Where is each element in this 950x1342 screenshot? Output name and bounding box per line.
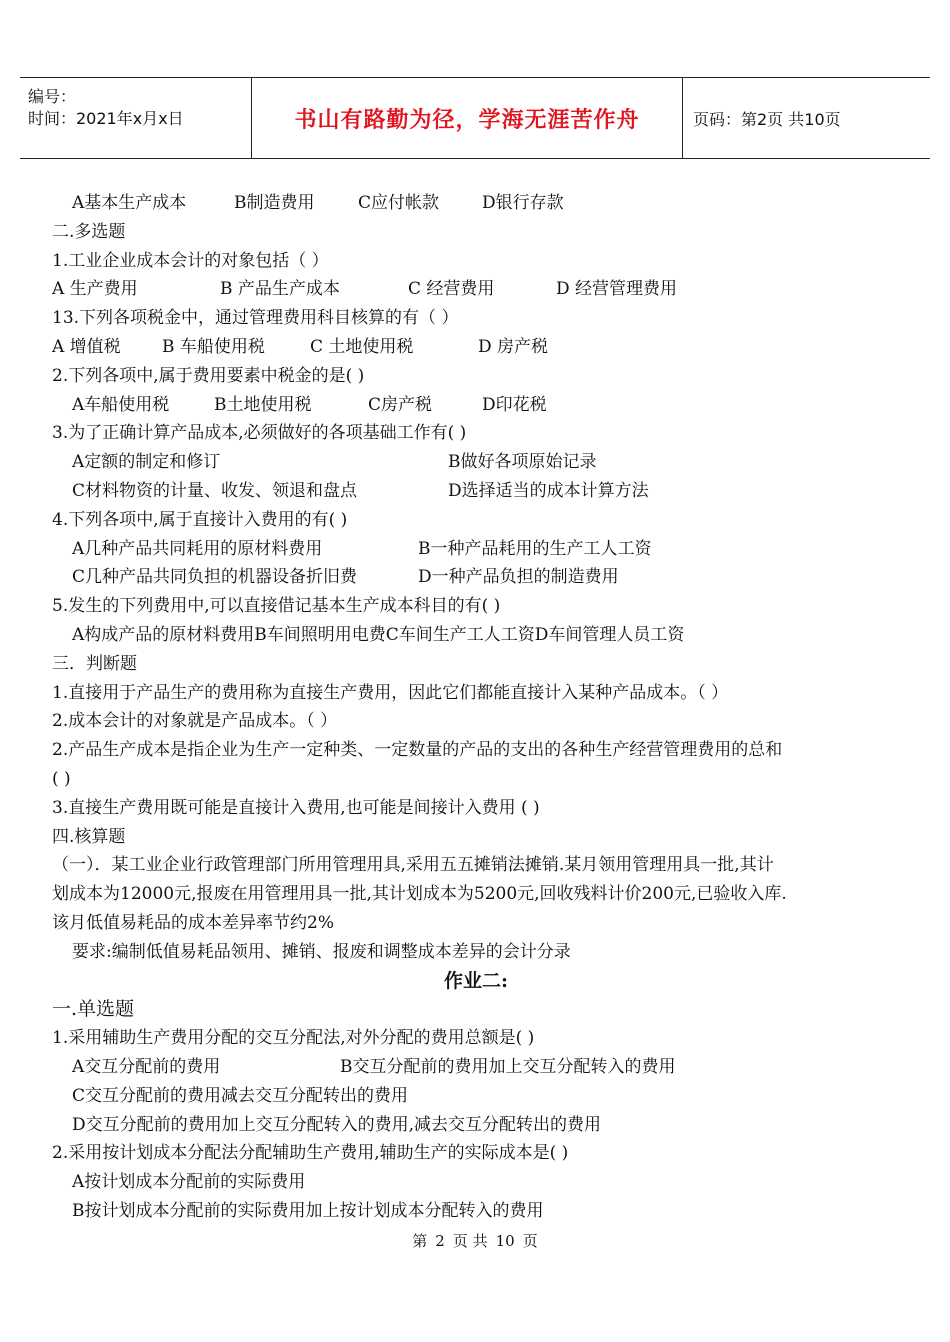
option-item: A定额的制定和修订 — [72, 452, 221, 473]
header-info-cell — [20, 78, 252, 158]
text-line: 三．判断题 — [52, 653, 137, 674]
text-line: 1.采用辅助生产费用分配的交互分配法,对外分配的费用总额是( ) — [52, 1028, 535, 1049]
option-line — [52, 391, 900, 420]
footer-page-number: 2 — [435, 1232, 445, 1250]
text-line: C交互分配前的费用减去交互分配转出的费用 — [72, 1085, 409, 1106]
option-line — [52, 448, 900, 477]
text-line: 2.产品生产成本是指企业为生产一定种类、一定数量的产品的支出的各种生产经营管理费用的总和 — [52, 740, 783, 761]
text-line: 5.发生的下列费用中,可以直接借记基本生产成本科目的有( ) — [52, 596, 501, 617]
text-line: 1.直接用于产品生产的费用称为直接生产费用，因此它们都能直接计入某种产品成本。（ ） — [52, 682, 729, 703]
text-line: 要求:编制低值易耗品领用、摊销、报废和调整成本差异的会计分录 — [72, 941, 571, 962]
text-line: 2.成本会计的对象就是产品成本。（ ） — [52, 711, 338, 732]
option-item: D 经营管理费用 — [556, 279, 678, 300]
section-title: 作业二: — [443, 969, 508, 992]
text-line: 四.核算题 — [52, 826, 126, 847]
option-item: D 房产税 — [478, 336, 549, 357]
option-item: B做好各项原始记录 — [448, 452, 597, 473]
option-item: C材料物资的计量、收发、领退和盘点 — [72, 480, 358, 501]
text-line: ( ) — [52, 768, 71, 789]
text-line: 2.下列各项中,属于费用要素中税金的是( ) — [52, 365, 365, 386]
option-line — [52, 275, 900, 304]
footer-prefix: 第 — [412, 1232, 428, 1250]
text-line: 1.工业企业成本会计的对象包括（ ） — [52, 250, 329, 271]
header-motto: 书山有路勤为径，学海无涯苦作舟 — [294, 107, 640, 133]
text-line: A构成产品的原材料费用B车间照明用电费C车间生产工人工资D车间管理人员工资 — [72, 624, 685, 645]
option-item: D银行存款 — [482, 193, 564, 213]
text-line: 二.多选题 — [52, 221, 126, 242]
text-line: 13.下列各项税金中，通过管理费用科目核算的有（ ） — [52, 308, 459, 329]
option-item: D印花税 — [482, 394, 547, 415]
option-item: B土地使用税 — [214, 394, 312, 415]
text-line: 2.采用按计划成本分配法分配辅助生产费用,辅助生产的实际成本是( ) — [52, 1143, 569, 1164]
option-item: B 产品生产成本 — [220, 279, 340, 300]
header-page-cell — [683, 78, 940, 158]
option-line — [52, 189, 900, 218]
option-item: C 经营费用 — [408, 279, 495, 300]
footer-total-pages: 10 — [495, 1232, 515, 1250]
text-line: 4.下列各项中,属于直接计入费用的有( ) — [52, 509, 348, 530]
text-line: 3.直接生产费用既可能是直接计入费用,也可能是间接计入费用 ( ) — [52, 797, 540, 818]
option-item: D一种产品负担的制造费用 — [418, 567, 619, 588]
option-item: D选择适当的成本计算方法 — [448, 480, 649, 501]
document-body — [52, 189, 900, 1226]
option-item: A 增值税 — [52, 336, 121, 357]
option-item: A 生产费用 — [52, 279, 138, 300]
text-line: 该月低值易耗品的成本差异率节约2% — [52, 912, 334, 933]
text-line: （一）．某工业企业行政管理部门所用管理用具,采用五五摊销法摊销.某月领用管理用具一批,其计 — [52, 855, 774, 876]
page-footer — [0, 1230, 950, 1251]
option-item: B制造费用 — [234, 193, 315, 213]
text-line: B按计划成本分配前的实际费用加上按计划成本分配转入的费用 — [72, 1200, 544, 1221]
option-line — [52, 477, 900, 506]
option-line — [52, 333, 900, 362]
header-motto-cell — [252, 78, 683, 158]
footer-suffix: 页 — [522, 1232, 538, 1250]
option-item: A基本生产成本 — [72, 193, 187, 213]
option-item: B一种产品耗用的生产工人工资 — [418, 538, 652, 559]
page-header — [20, 77, 930, 159]
option-item: C房产税 — [368, 394, 433, 415]
document-number-label: 编号： — [28, 87, 77, 106]
option-item: C 土地使用税 — [310, 336, 414, 357]
option-item: A几种产品共同耗用的原材料费用 — [72, 538, 323, 559]
document-time-label: 时间：2021年x月x日 — [28, 109, 184, 128]
option-line — [52, 1053, 900, 1082]
option-line — [52, 563, 900, 592]
text-line: 划成本为12000元,报废在用管理用具一批,其计划成本为5200元,回收残料计价200元,已验收入库. — [52, 884, 787, 905]
option-item: C应付帐款 — [358, 193, 440, 213]
option-line — [52, 535, 900, 564]
text-line: D交互分配前的费用加上交互分配转入的费用,减去交互分配转出的费用 — [72, 1114, 602, 1135]
option-item: C几种产品共同负担的机器设备折旧费 — [72, 567, 358, 588]
footer-mid: 页 共 — [452, 1232, 488, 1250]
text-line: A按计划成本分配前的实际费用 — [72, 1172, 306, 1193]
option-item: A车船使用税 — [72, 394, 170, 415]
option-item: A交互分配前的费用 — [72, 1056, 221, 1077]
option-item: B 车船使用税 — [162, 336, 265, 357]
option-item: B交互分配前的费用加上交互分配转入的费用 — [340, 1056, 676, 1077]
header-page-number: 页码：第2页 共10页 — [693, 109, 841, 129]
text-line: 一.单选题 — [52, 998, 135, 1021]
text-line: 3.为了正确计算产品成本,必须做好的各项基础工作有( ) — [52, 423, 467, 444]
